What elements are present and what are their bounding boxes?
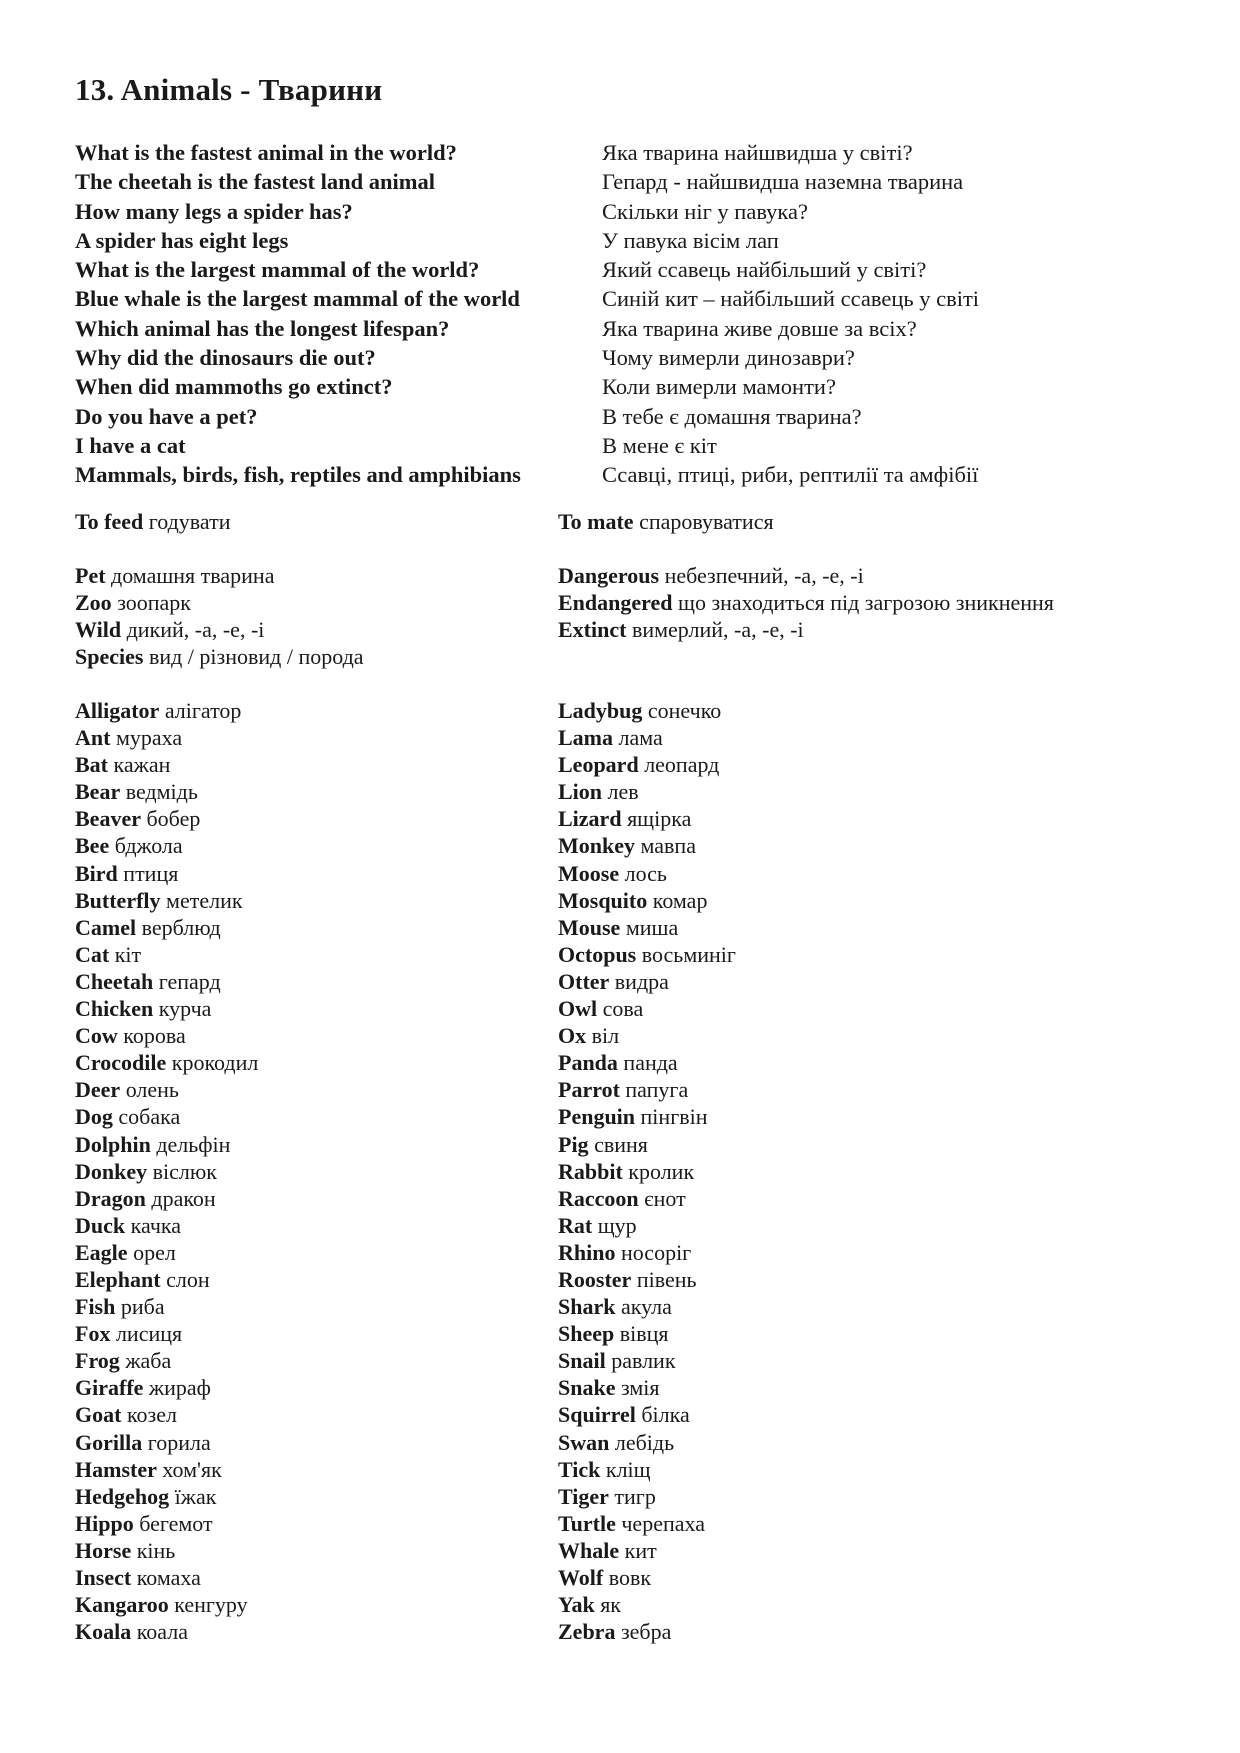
- vocab-item: [75, 1537, 558, 1564]
- vocab-item: [558, 1429, 1158, 1456]
- vocab-ukrainian: олень: [125, 1077, 179, 1103]
- vocab-ukrainian: риба: [120, 1294, 165, 1320]
- vocab-item: [558, 860, 1158, 887]
- vocab-ukrainian: бджола: [114, 833, 183, 859]
- general-right-column: [558, 562, 1158, 670]
- vocab-ukrainian: сова: [602, 996, 644, 1022]
- vocab-english: Giraffe: [75, 1375, 144, 1401]
- vocab-english: Tick: [558, 1456, 601, 1482]
- vocab-item: [75, 1076, 558, 1103]
- vocab-english: Otter: [558, 968, 610, 994]
- vocab-item: [75, 1022, 558, 1049]
- vocab-english: Dragon: [75, 1185, 146, 1211]
- vocab-item: [558, 914, 1158, 941]
- vocab-english: Goat: [75, 1402, 122, 1428]
- vocab-ukrainian: орел: [133, 1239, 176, 1265]
- vocab-ukrainian: крокодил: [171, 1050, 259, 1076]
- vocab-english: Cheetah: [75, 968, 154, 994]
- vocab-english: Zebra: [558, 1619, 616, 1645]
- vocab-item: [75, 1212, 558, 1239]
- vocab-item: [558, 1022, 1158, 1049]
- vocab-english: Rhino: [558, 1239, 616, 1265]
- vocab-english: Snail: [558, 1348, 606, 1374]
- vocab-english: Koala: [75, 1619, 132, 1645]
- vocab-english: Bird: [75, 860, 118, 886]
- vocab-item: [75, 1266, 558, 1293]
- animals-right-column: [558, 697, 1158, 1645]
- vocab-item: [75, 778, 558, 805]
- vocab-english: Ant: [75, 725, 111, 751]
- vocab-item: [75, 1374, 558, 1401]
- vocab-item: [558, 1049, 1158, 1076]
- vocab-item: [558, 1618, 1158, 1645]
- vocab-item: [558, 1185, 1158, 1212]
- vocab-item: [75, 1564, 558, 1591]
- animals-left-column: [75, 697, 558, 1645]
- vocab-ukrainian: вимерлий, -а, -е, -і: [631, 617, 804, 643]
- vocab-ukrainian: видра: [614, 968, 669, 994]
- vocab-english: Pig: [558, 1131, 589, 1157]
- vocab-item: [75, 941, 558, 968]
- phrase-row: [75, 431, 1125, 460]
- vocab-item: [75, 1347, 558, 1374]
- vocab-english: Panda: [558, 1050, 618, 1076]
- vocab-ukrainian: ведмідь: [125, 779, 198, 805]
- vocab-ukrainian: лисиця: [115, 1321, 183, 1347]
- vocab-ukrainian: кролик: [628, 1158, 695, 1184]
- vocab-english: Hamster: [75, 1456, 157, 1482]
- general-left-column: [75, 562, 558, 670]
- vocab-english: Zoo: [75, 590, 112, 616]
- vocab-ukrainian: мураха: [115, 725, 183, 751]
- phrase-english: Why did the dinosaurs die out?: [75, 345, 376, 371]
- vocab-english: Alligator: [75, 698, 160, 723]
- vocab-ukrainian: восьминіг: [641, 941, 736, 967]
- vocab-ukrainian: хом'як: [162, 1456, 222, 1482]
- vocab-english: Lion: [558, 779, 603, 805]
- animals-section: [75, 697, 1175, 1645]
- vocab-ukrainian: корова: [123, 1023, 186, 1049]
- vocab-item: [558, 1456, 1158, 1483]
- vocab-ukrainian: горила: [147, 1429, 211, 1455]
- vocab-english: Monkey: [558, 833, 635, 859]
- vocab-english: Donkey: [75, 1158, 148, 1184]
- vocab-ukrainian: вид / різновид / порода: [148, 644, 364, 670]
- vocab-ukrainian: білка: [641, 1402, 690, 1428]
- vocab-item: [75, 1239, 558, 1266]
- vocab-ukrainian: лама: [618, 725, 663, 751]
- vocab-english: Cow: [75, 1023, 118, 1049]
- phrase-row: [75, 314, 1125, 343]
- vocab-ukrainian: панда: [623, 1050, 678, 1076]
- vocab-english: Bat: [75, 752, 108, 778]
- vocab-english: Ox: [558, 1023, 587, 1049]
- vocab-item: [75, 860, 558, 887]
- vocab-item: [75, 1510, 558, 1537]
- vocab-ukrainian: верблюд: [141, 914, 221, 940]
- vocab-english: Beaver: [75, 806, 141, 832]
- vocab-item: [558, 1131, 1158, 1158]
- vocab-english: Turtle: [558, 1510, 616, 1536]
- vocab-item: [558, 751, 1158, 778]
- vocab-ukrainian: лебідь: [614, 1429, 675, 1455]
- vocab-english: Wild: [75, 617, 122, 643]
- page-title: 13. Animals - Тварини: [75, 72, 383, 107]
- phrase-row: [75, 372, 1125, 401]
- vocab-item: [75, 1103, 558, 1130]
- phrase-english: Blue whale is the largest mammal of the world: [75, 286, 520, 312]
- vocab-ukrainian: комаха: [136, 1565, 201, 1590]
- vocab-english: Cat: [75, 941, 110, 967]
- vocab-english: Rabbit: [558, 1158, 623, 1184]
- vocab-ukrainian: тигр: [614, 1483, 656, 1509]
- vocab-item: [75, 914, 558, 941]
- phrase-ukrainian: Коли вимерли мамонти?: [602, 374, 836, 400]
- vocab-item: [558, 1401, 1158, 1428]
- vocab-ukrainian: миша: [625, 914, 679, 940]
- vocab-item: [558, 724, 1158, 751]
- vocab-ukrainian: що знаходиться під загрозою зникнення: [678, 590, 1054, 616]
- vocab-ukrainian: свиня: [594, 1131, 648, 1157]
- vocab-ukrainian: вівця: [619, 1321, 669, 1347]
- phrase-row: [75, 255, 1125, 284]
- vocab-ukrainian: щур: [597, 1212, 637, 1238]
- vocab-ukrainian: жаба: [125, 1348, 172, 1374]
- vocab-english: Penguin: [558, 1104, 636, 1130]
- vocab-ukrainian: метелик: [166, 887, 243, 913]
- vocab-item: [75, 1429, 558, 1456]
- vocab-item: [75, 1293, 558, 1320]
- vocab-item: [558, 562, 1158, 589]
- vocab-item: [558, 968, 1158, 995]
- vocab-ukrainian: носоріг: [620, 1239, 692, 1265]
- phrase-ukrainian: Яка тварина найшвидша у світі?: [602, 140, 913, 165]
- vocab-english: Lama: [558, 725, 613, 751]
- vocab-english: Pet: [75, 563, 106, 588]
- vocab-item: [75, 1320, 558, 1347]
- vocab-ukrainian: небезпечний, -а, -е, -і: [664, 563, 864, 588]
- vocab-english: Snake: [558, 1375, 616, 1401]
- vocab-ukrainian: спаровуватися: [639, 509, 774, 534]
- vocab-ukrainian: зоопарк: [117, 590, 191, 616]
- vocab-english: Ladybug: [558, 698, 643, 723]
- vocab-item: [558, 1212, 1158, 1239]
- vocab-ukrainian: їжак: [174, 1483, 217, 1509]
- phrase-row: [75, 402, 1125, 431]
- vocab-item: [75, 751, 558, 778]
- vocab-ukrainian: слон: [166, 1266, 210, 1292]
- phrase-english: The cheetah is the fastest land animal: [75, 169, 435, 195]
- phrase-english: When did mammoths go extinct?: [75, 374, 393, 400]
- vocab-item: [558, 995, 1158, 1022]
- phrase-english: Do you have a pet?: [75, 403, 258, 429]
- phrase-english: What is the fastest animal in the world?: [75, 140, 457, 165]
- vocab-ukrainian: дикий, -а, -е, -і: [126, 617, 265, 643]
- vocab-item: [75, 805, 558, 832]
- verbs-section: [75, 508, 1175, 535]
- vocab-english: Bee: [75, 833, 110, 859]
- vocab-ukrainian: дельфін: [156, 1131, 231, 1157]
- vocab-english: Leopard: [558, 752, 639, 778]
- phrase-row: [75, 284, 1125, 313]
- vocab-english: Hippo: [75, 1510, 134, 1536]
- vocab-item: [558, 778, 1158, 805]
- phrase-english: Mammals, birds, fish, reptiles and amphibians: [75, 462, 521, 488]
- vocab-ukrainian: кажан: [113, 752, 171, 778]
- vocab-english: Owl: [558, 996, 598, 1022]
- vocab-ukrainian: леопард: [644, 752, 720, 778]
- vocab-item: [558, 1239, 1158, 1266]
- phrase-ukrainian: Яка тварина живе довше за всіх?: [602, 315, 917, 341]
- phrase-ukrainian: Чому вимерли динозаври?: [602, 345, 855, 371]
- vocab-english: Rat: [558, 1212, 593, 1238]
- vocab-english: To feed: [75, 509, 144, 534]
- phrase-english: Which animal has the longest lifespan?: [75, 315, 450, 341]
- vocab-english: Whale: [558, 1537, 620, 1563]
- vocab-item: [75, 1131, 558, 1158]
- phrase-ukrainian: У павука вісім лап: [602, 227, 779, 253]
- vocab-english: Hedgehog: [75, 1483, 170, 1509]
- vocab-ukrainian: кенгуру: [174, 1592, 248, 1618]
- phrase-list: [75, 138, 1125, 490]
- vocab-english: Horse: [75, 1537, 132, 1563]
- vocab-english: Gorilla: [75, 1429, 143, 1455]
- vocab-english: Eagle: [75, 1239, 128, 1265]
- vocab-ukrainian: вовк: [608, 1565, 652, 1590]
- vocab-english: Squirrel: [558, 1402, 636, 1428]
- vocab-english: Fish: [75, 1294, 116, 1320]
- phrase-row: [75, 138, 1125, 167]
- vocab-item: [75, 832, 558, 859]
- vocab-ukrainian: собака: [118, 1104, 181, 1130]
- vocab-english: Swan: [558, 1429, 610, 1455]
- phrase-ukrainian: В тебе є домашня тварина?: [602, 403, 862, 429]
- vocab-ukrainian: ящірка: [627, 806, 692, 832]
- vocab-item: [75, 589, 558, 616]
- vocab-ukrainian: акула: [620, 1294, 672, 1320]
- vocab-ukrainian: жираф: [148, 1375, 211, 1401]
- vocab-english: Deer: [75, 1077, 121, 1103]
- vocab-ukrainian: гепард: [158, 968, 221, 994]
- vocab-item: [75, 508, 558, 535]
- vocab-ukrainian: дракон: [151, 1185, 216, 1211]
- vocab-ukrainian: лев: [607, 779, 639, 805]
- vocab-item: [558, 697, 1158, 724]
- vocab-item: [558, 1483, 1158, 1510]
- vocab-ukrainian: домашня тварина: [111, 563, 275, 588]
- vocab-english: Octopus: [558, 941, 637, 967]
- vocab-english: To mate: [558, 509, 634, 534]
- vocab-item: [558, 832, 1158, 859]
- vocab-item: [558, 1266, 1158, 1293]
- vocab-ukrainian: алігатор: [164, 698, 242, 723]
- verbs-right-column: [558, 508, 1158, 535]
- vocab-ukrainian: папуга: [625, 1077, 689, 1103]
- vocab-item: [558, 941, 1158, 968]
- vocab-ukrainian: як: [600, 1592, 621, 1618]
- vocab-english: Shark: [558, 1294, 616, 1320]
- vocab-item: [558, 1374, 1158, 1401]
- vocab-item: [558, 1158, 1158, 1185]
- vocab-english: Elephant: [75, 1266, 161, 1292]
- vocab-ukrainian: кінь: [136, 1537, 176, 1563]
- vocab-ukrainian: віл: [591, 1023, 620, 1049]
- vocab-english: Yak: [558, 1592, 595, 1618]
- vocab-english: Camel: [75, 914, 137, 940]
- vocab-ukrainian: єнот: [644, 1185, 686, 1211]
- vocab-ukrainian: коала: [136, 1619, 189, 1645]
- vocab-ukrainian: зебра: [620, 1619, 672, 1645]
- vocab-english: Rooster: [558, 1266, 632, 1292]
- vocab-english: Fox: [75, 1321, 111, 1347]
- vocab-english: Dog: [75, 1104, 113, 1130]
- vocab-ukrainian: курча: [158, 996, 212, 1022]
- verbs-left-column: [75, 508, 558, 535]
- vocab-ukrainian: птиця: [123, 860, 179, 886]
- vocab-item: [558, 508, 1158, 535]
- vocab-item: [558, 616, 1158, 643]
- phrase-english: A spider has eight legs: [75, 227, 289, 253]
- vocab-item: [75, 1591, 558, 1618]
- vocab-english: Lizard: [558, 806, 622, 832]
- vocab-english: Frog: [75, 1348, 120, 1374]
- vocab-item: [75, 724, 558, 751]
- vocab-english: Tiger: [558, 1483, 609, 1509]
- vocab-item: [75, 1158, 558, 1185]
- phrase-ukrainian: В мене є кіт: [602, 432, 717, 458]
- vocab-item: [75, 1185, 558, 1212]
- vocab-item: [558, 887, 1158, 914]
- vocab-ukrainian: сонечко: [647, 698, 722, 723]
- vocab-english: Dangerous: [558, 563, 660, 588]
- vocab-ukrainian: козел: [126, 1402, 177, 1428]
- vocab-english: Butterfly: [75, 887, 161, 913]
- phrase-ukrainian: Скільки ніг у павука?: [602, 198, 808, 224]
- vocab-item: [558, 805, 1158, 832]
- vocab-ukrainian: віслюк: [152, 1158, 217, 1184]
- vocab-ukrainian: качка: [130, 1212, 182, 1238]
- vocab-english: Raccoon: [558, 1185, 639, 1211]
- vocab-english: Extinct: [558, 617, 627, 643]
- phrase-row: [75, 343, 1125, 372]
- vocab-ukrainian: годувати: [148, 509, 231, 534]
- vocab-english: Bear: [75, 779, 121, 805]
- vocab-english: Endangered: [558, 590, 673, 616]
- vocab-english: Species: [75, 644, 144, 670]
- vocab-ukrainian: черепаха: [621, 1510, 705, 1536]
- vocab-english: Chicken: [75, 996, 154, 1022]
- vocab-ukrainian: равлик: [611, 1348, 676, 1374]
- vocab-item: [558, 1564, 1158, 1591]
- vocab-english: Wolf: [558, 1565, 604, 1590]
- vocab-item: [558, 1537, 1158, 1564]
- phrase-row: [75, 460, 1125, 489]
- vocab-ukrainian: кіт: [114, 941, 142, 967]
- vocab-item: [75, 968, 558, 995]
- vocab-item: [558, 1510, 1158, 1537]
- phrase-ukrainian: Який ссавець найбільший у світі?: [602, 257, 927, 283]
- vocab-item: [75, 1618, 558, 1645]
- vocab-item: [558, 589, 1158, 616]
- phrase-ukrainian: Гепард - найшвидша наземна тварина: [602, 169, 964, 195]
- vocab-english: Moose: [558, 860, 620, 886]
- vocab-item: [558, 1293, 1158, 1320]
- vocab-item: [558, 1591, 1158, 1618]
- vocab-item: [75, 562, 558, 589]
- phrase-row: [75, 167, 1125, 196]
- vocab-english: Mouse: [558, 914, 621, 940]
- vocab-ukrainian: лось: [624, 860, 667, 886]
- vocab-english: Parrot: [558, 1077, 620, 1103]
- vocab-item: [558, 1103, 1158, 1130]
- phrase-row: [75, 197, 1125, 226]
- vocab-item: [75, 1456, 558, 1483]
- vocab-ukrainian: кліщ: [605, 1456, 651, 1482]
- vocab-ukrainian: півень: [636, 1266, 697, 1292]
- vocab-ukrainian: бобер: [146, 806, 201, 832]
- vocab-item: [75, 1483, 558, 1510]
- vocab-item: [75, 1049, 558, 1076]
- phrase-ukrainian: Синій кит – найбільший ссавець у світі: [602, 286, 980, 312]
- vocab-item: [75, 995, 558, 1022]
- vocab-english: Mosquito: [558, 887, 648, 913]
- vocab-item: [558, 1076, 1158, 1103]
- vocab-english: Crocodile: [75, 1050, 167, 1076]
- vocab-english: Duck: [75, 1212, 126, 1238]
- general-terms-section: [75, 562, 1175, 670]
- phrase-english: How many legs a spider has?: [75, 198, 353, 224]
- vocab-ukrainian: комар: [652, 887, 708, 913]
- vocab-item: [558, 1320, 1158, 1347]
- phrase-english: I have a cat: [75, 432, 186, 458]
- phrase-row: [75, 226, 1125, 255]
- vocab-item: [75, 1401, 558, 1428]
- phrase-ukrainian: Ссавці, птиці, риби, рептилії та амфібії: [602, 462, 979, 488]
- vocab-item: [75, 887, 558, 914]
- vocab-ukrainian: мавпа: [640, 833, 696, 859]
- vocab-ukrainian: бегемот: [139, 1510, 213, 1536]
- vocab-item: [558, 1347, 1158, 1374]
- vocab-ukrainian: змія: [620, 1375, 660, 1401]
- vocab-english: Insect: [75, 1565, 132, 1590]
- vocab-item: [75, 616, 558, 643]
- phrase-english: What is the largest mammal of the world?: [75, 257, 480, 283]
- vocab-english: Dolphin: [75, 1131, 151, 1157]
- vocab-ukrainian: кит: [624, 1537, 657, 1563]
- vocab-item: [75, 643, 558, 670]
- vocab-item: [75, 697, 558, 724]
- vocab-ukrainian: пінгвін: [640, 1104, 708, 1130]
- vocab-english: Sheep: [558, 1321, 615, 1347]
- vocab-english: Kangaroo: [75, 1592, 169, 1618]
